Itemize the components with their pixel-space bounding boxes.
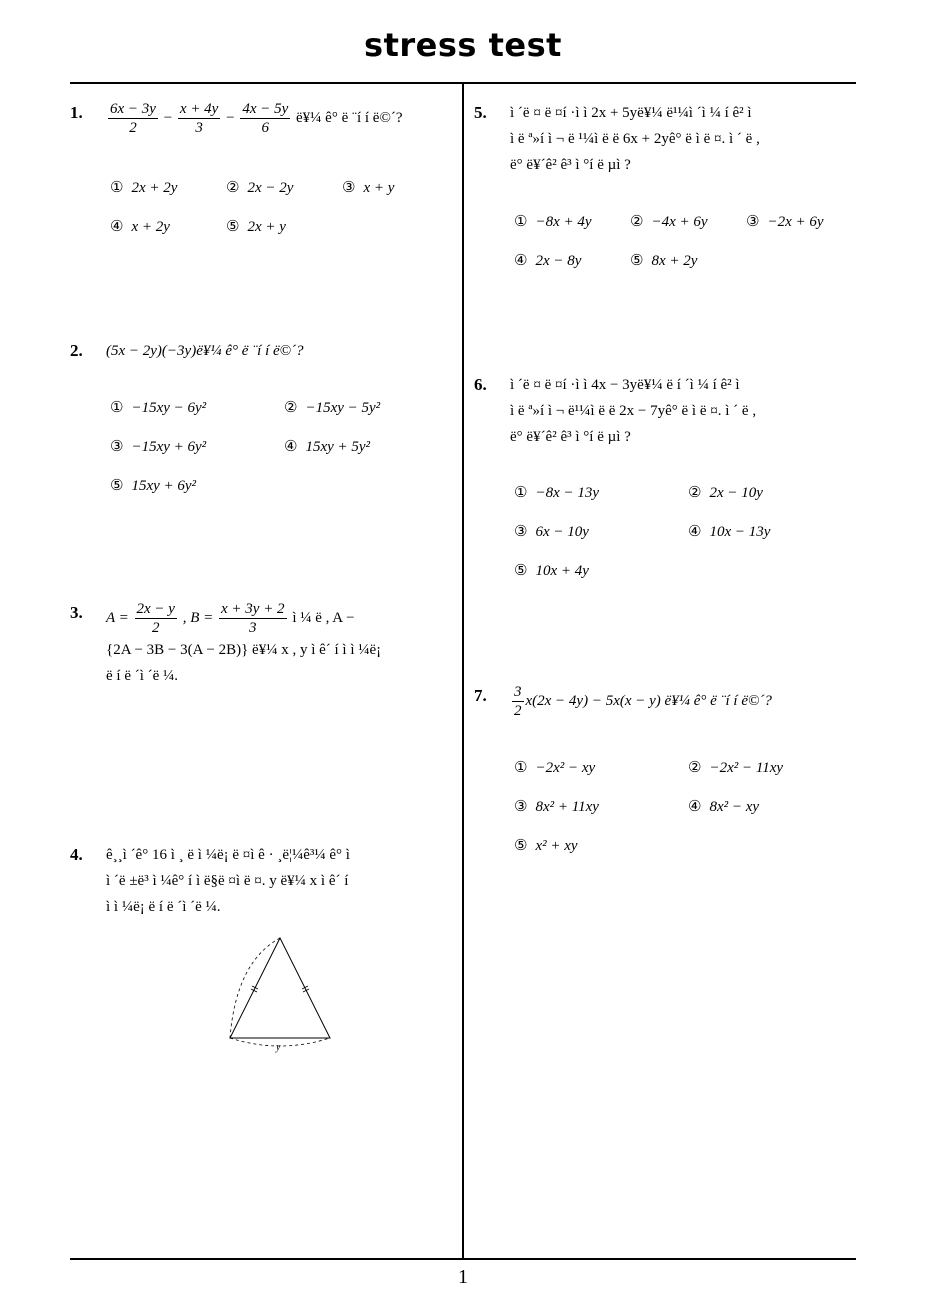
problem-number: 7. <box>474 686 487 705</box>
choice[interactable]: ① 2x + 2y <box>110 178 178 196</box>
choice[interactable]: ② 2x − 2y <box>226 178 294 196</box>
problem-number: 1. <box>70 103 83 122</box>
choice[interactable]: ③ 6x − 10y <box>514 522 589 540</box>
choice[interactable]: ⑤ 15xy + 6y² <box>110 476 197 494</box>
choice[interactable]: ① −8x + 4y <box>514 212 592 230</box>
choice[interactable]: ⑤ 2x + y <box>226 217 286 235</box>
problem-number: 5. <box>474 103 487 122</box>
choice[interactable]: ① −2x² − xy <box>514 758 596 776</box>
question-text: ì ë ª»í ì ¬ ë¹¼ì ë ë 2x − 7yê° ë ì ë ¤. ì ´ ë , <box>510 403 757 419</box>
problem-number: 4. <box>70 845 83 864</box>
question-text: ì ë ª»í ì ¬ ë ¹¼ì ë ë 6x + 2yê° ë ì ë ¤. ì ´ ë , <box>510 131 760 147</box>
fraction: $\frac{x + 3y + 2}{3}$ <box>221 601 285 636</box>
choice[interactable]: ④ 8x² − xy <box>688 797 760 815</box>
choice[interactable]: ④ 10x − 13y <box>688 522 771 540</box>
choice[interactable]: ⑤ 8x + 2y <box>630 251 698 269</box>
choice[interactable]: ② −4x + 6y <box>630 212 708 230</box>
question-text: x(2x − 4y) − 5x(x − y) ë¥¼ ê° ë ¨í í ë©´? <box>525 692 772 709</box>
question-text: {2A − 3B − 3(A − 2B)} ë¥¼ x , y ì ê´ í ì ì ¼ë¡ <box>106 642 382 658</box>
fraction: $\frac{6x - 3y}{2}$ <box>110 101 156 136</box>
choice[interactable]: ② 2x − 10y <box>688 483 763 501</box>
choice[interactable]: ⑤ x² + xy <box>514 836 578 854</box>
choice[interactable]: ③ 8x² + 11xy <box>514 797 599 815</box>
problem-number: 2. <box>70 341 83 360</box>
bottom-rule <box>70 1258 856 1260</box>
question-text: ì ´ë ¤ ë ¤í ·ì ì 4x − 3yë¥¼ ë í ´ì ¼ í ê² ì <box>510 377 740 393</box>
question-text: ë° ë¥´ê² ê³ ì °í ë µì ? <box>510 157 631 173</box>
question-text: ì ì ¼ë¡ ë í ë ´ì ´ë ¼. <box>106 899 221 915</box>
question-text: ë í ë ´ì ´ë ¼. <box>106 668 179 684</box>
choice[interactable]: ② −2x² − 11xy <box>688 758 784 776</box>
choice[interactable]: ③ x + y <box>342 178 395 196</box>
question-text: ê¸¸ì ´ê° 16 ì ¸ ë ì ¼ë¡ ë ¤ì ê · ¸ë¦¼ê³¼ ê° ì <box>106 847 350 863</box>
fraction: $\frac{3}{2}$ <box>514 684 522 719</box>
fraction: $\frac{4x - 5y}{6}$ <box>242 101 289 136</box>
choice[interactable]: ① −8x − 13y <box>514 483 600 501</box>
fraction: $\frac{x + 4y}{3}$ <box>179 101 219 136</box>
page-number: 1 <box>458 1266 468 1288</box>
page-title: stress test <box>364 26 562 64</box>
choice[interactable]: ③ −15xy + 6y² <box>110 437 207 455</box>
question-text: ë° ë¥´ê² ê³ ì °í ë µì ? <box>510 429 631 445</box>
problem-number: 6. <box>474 375 487 394</box>
triangle-figure <box>222 932 337 1057</box>
choice[interactable]: ④ x + 2y <box>110 217 170 235</box>
fraction: $\frac{2x - y}{2}$ <box>136 601 175 636</box>
figure-label: y <box>276 1042 281 1053</box>
choice[interactable]: ② −15xy − 5y² <box>284 398 381 416</box>
choice[interactable]: ① −15xy − 6y² <box>110 398 207 416</box>
question-text: ë¥¼ ê° ë ¨í í ë©´? <box>296 109 403 126</box>
choice[interactable]: ③ −2x + 6y <box>746 212 824 230</box>
problem-number: 3. <box>70 603 83 622</box>
question-text: (5x − 2y)(−3y)ë¥¼ ê° ë ¨í í ë©´? <box>106 343 304 359</box>
triangle-shape <box>230 938 330 1038</box>
question-text: ì ´ë ¤ ë ¤í ·ì ì 2x + 5yë¥¼ ë¹¼ì ´ì ¼ í ê² ì <box>510 105 752 121</box>
choice[interactable]: ④ 2x − 8y <box>514 251 582 269</box>
question-text: ì ´ë ±ë³ ì ¼ê° í ì ë§ë ¤ì ë ¤. y ë¥¼ x ì ê´ í <box>106 873 349 889</box>
choice[interactable]: ⑤ 10x + 4y <box>514 561 589 579</box>
choice[interactable]: ④ 15xy + 5y² <box>284 437 371 455</box>
column-divider <box>462 83 464 1258</box>
